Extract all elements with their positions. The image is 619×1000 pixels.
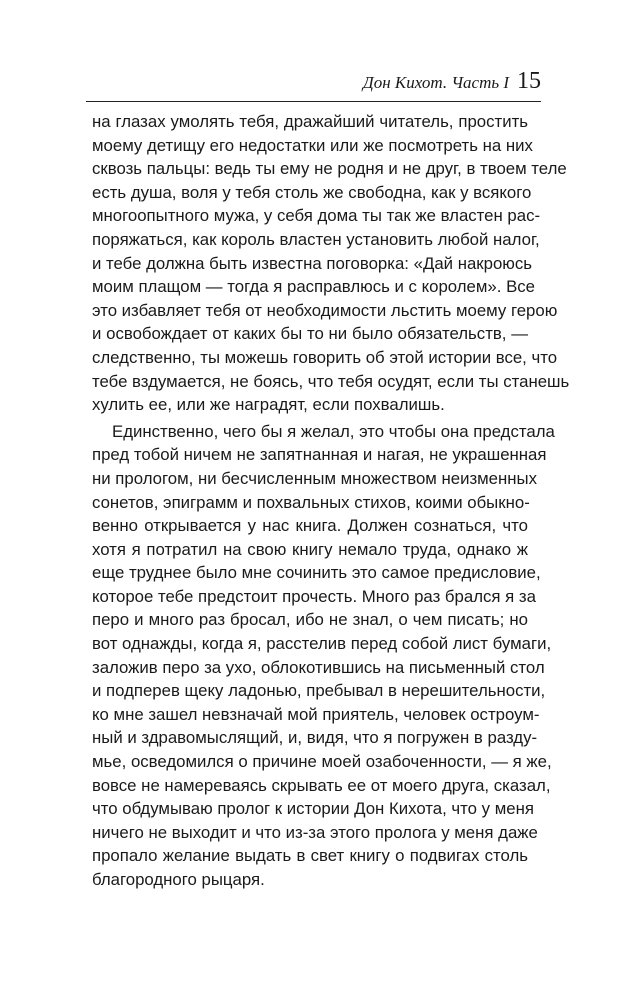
paragraph (92, 420, 555, 892)
text-line: заложив перо за ухо, облокотившись на письменный стол (92, 657, 545, 677)
text-line: моему детищу его недостатки или же посмотреть на них (92, 135, 533, 155)
text-line: еще труднее было мне сочинить это самое предисловие, (92, 563, 541, 583)
text-line: есть душа, воля у тебя столь же свободна, как у всякого (92, 182, 532, 202)
text-line: и тебе должна быть известна поговорка: «Дай накроюсь (92, 253, 533, 273)
text-line: ко мне зашел невзначай мой приятель, человек остроум- (92, 704, 540, 724)
text-line: вовсе не намереваясь скрывать ее от моего друга, сказал, (92, 775, 551, 795)
text-line: ни прологом, ни бесчисленным множеством неизменных (92, 468, 538, 488)
text-line: следственно, ты можешь говорить об этой истории все, что (92, 347, 558, 367)
text-line: вот однажды, когда я, расстелив перед собой лист бумаги, (92, 634, 552, 654)
text-line: что обдумываю пролог к истории Дон Кихота, что у меня (92, 799, 534, 819)
text-line: перо и много раз бросал, ибо не знал, о чем писать; но (92, 610, 528, 630)
text-line: благородного рыцаря. (92, 870, 265, 889)
text-line: венно открывается у нас книга. Должен сознаться, что (92, 516, 528, 536)
text-line: моим плащом — тогда я расправлюсь и с королем». Все (92, 277, 535, 297)
text-line: многоопытного мужа, у себя дома ты так же властен рас- (92, 206, 541, 226)
text-line: хулить ее, или же наградят, если похвалишь. (92, 395, 445, 415)
text-line: Единственно, чего бы я желал, это чтобы она предстала (112, 421, 555, 441)
text-line: сонетов, эпиграмм и похвальных стихов, коими обыкно- (92, 492, 530, 512)
text-line: это избавляет тебя от необходимости льстить моему герою (92, 300, 558, 320)
text-line: пред тобой ничем не запятнанная и нагая, не украшенная (92, 445, 547, 465)
body-text (92, 110, 570, 892)
running-head (363, 68, 541, 95)
paragraph (92, 110, 570, 417)
text-line: поряжаться, как король властен установить любой налог, (92, 229, 540, 249)
text-line: на глазах умолять тебя, дражайший читатель, простить (92, 112, 528, 131)
running-title: Дон Кихот. Часть I (362, 73, 509, 92)
text-line: сквозь пальцы: ведь ты ему не родня и не друг, в твоем теле (92, 159, 567, 179)
text-line: хотя я потратил на свою книгу немало труда, однако ж (92, 539, 528, 559)
text-line: ничего не выходит и что из-за этого пролога у меня даже (92, 822, 538, 842)
header-rule (86, 101, 541, 102)
text-line: мье, осведомился о причине моей озабоченности, — я же, (92, 752, 552, 772)
text-line: и освобождает от каких бы то ни было обязательств, — (92, 324, 528, 344)
text-line: тебе вздумается, не боясь, что тебя осудят, если ты станешь (92, 371, 570, 391)
page-number: 15 (517, 68, 541, 94)
text-line: ный и здравомыслящий, и, видя, что я погружен в разду- (92, 728, 538, 748)
text-line: пропало желание выдать в свет книгу о подвигах столь (92, 846, 528, 866)
text-line: и подперев щеку ладонью, пребывал в нерешительности, (92, 681, 546, 701)
text-line: которое тебе предстоит прочесть. Много раз брался я за (92, 586, 536, 606)
